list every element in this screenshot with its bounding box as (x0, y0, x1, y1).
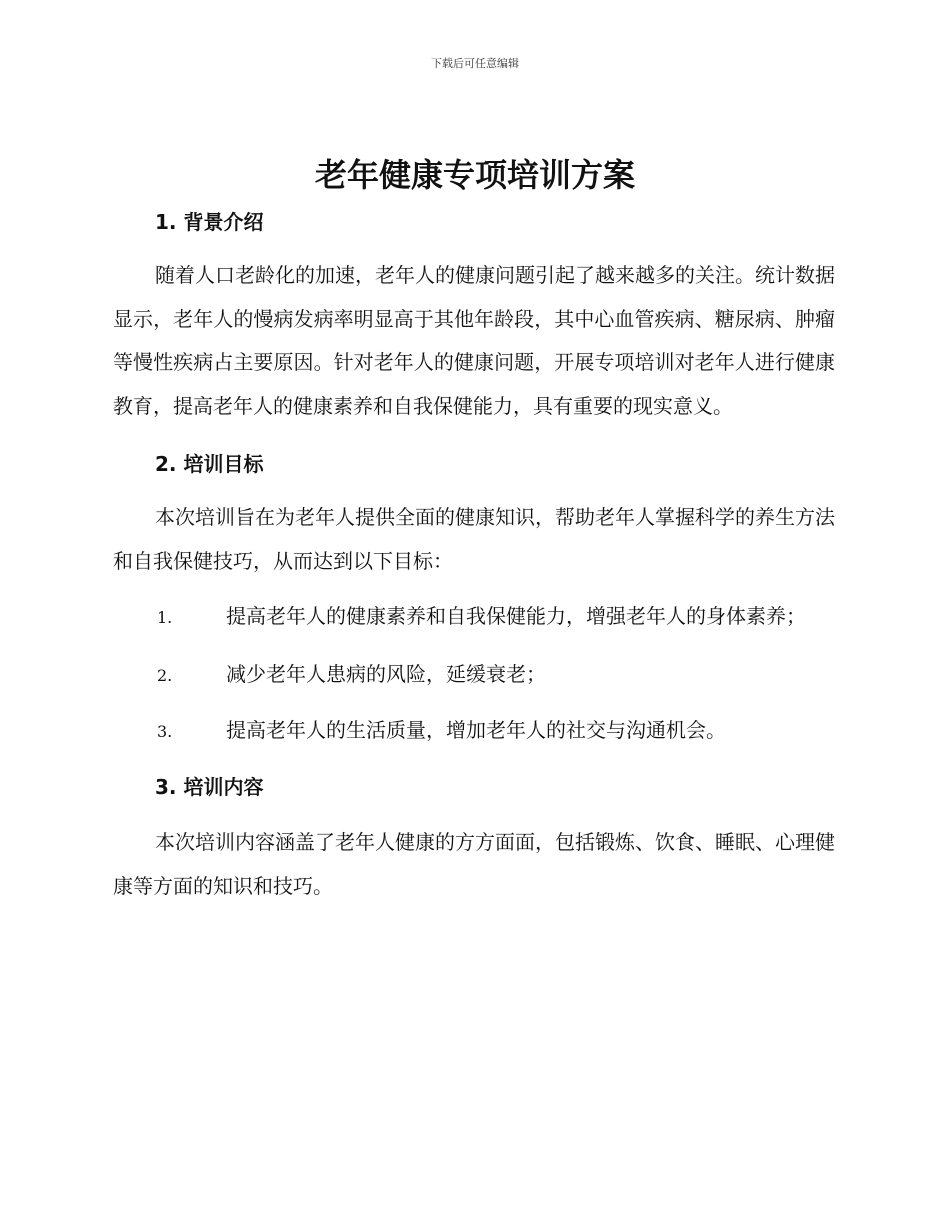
list-item-text: 减少老年人患病的风险，延缓衰老； (226, 662, 546, 686)
section-heading-background: 1. 背景介绍 (155, 210, 264, 234)
section-heading-goals: 2. 培训目标 (155, 452, 264, 476)
background-paragraph: 随着人口老龄化的加速，老年人的健康问题引起了越来越多的关注。统计数据显示，老年人的慢病发病率明显高于其他年龄段，其中心血管疾病、糖尿病、肿瘤等慢性疾病占主要原因。针对老年人的健康问题，开展专项培训对老年人进行健康教育，提高老年人的健康素养和自我保健能力，具有重要的现实意义。 (113, 263, 835, 418)
list-item (113, 709, 835, 753)
section-heading-content: 3. 培训内容 (155, 775, 264, 799)
header-note: 下载后可任意编辑 (431, 57, 519, 70)
list-item (113, 653, 835, 697)
list-item-number: 1. (157, 608, 173, 627)
list-item (113, 595, 835, 639)
list-item-number: 3. (157, 722, 173, 741)
goals-paragraph: 本次培训旨在为老年人提供全面的健康知识，帮助老年人掌握科学的养生方法和自我保健技巧，从而达到以下目标： (113, 505, 835, 573)
list-item-number: 2. (157, 666, 173, 685)
list-item-text: 提高老年人的生活质量，增加老年人的社交与沟通机会。 (226, 718, 726, 742)
document-body (113, 200, 835, 908)
list-item-text: 提高老年人的健康素养和自我保健能力，增强老年人的身体素养； (226, 604, 806, 628)
content-paragraph: 本次培训内容涵盖了老年人健康的方方面面，包括锻炼、饮食、睡眠、心理健康等方面的知识和技巧。 (113, 830, 835, 898)
document-title: 老年健康专项培训方案 (314, 156, 635, 194)
